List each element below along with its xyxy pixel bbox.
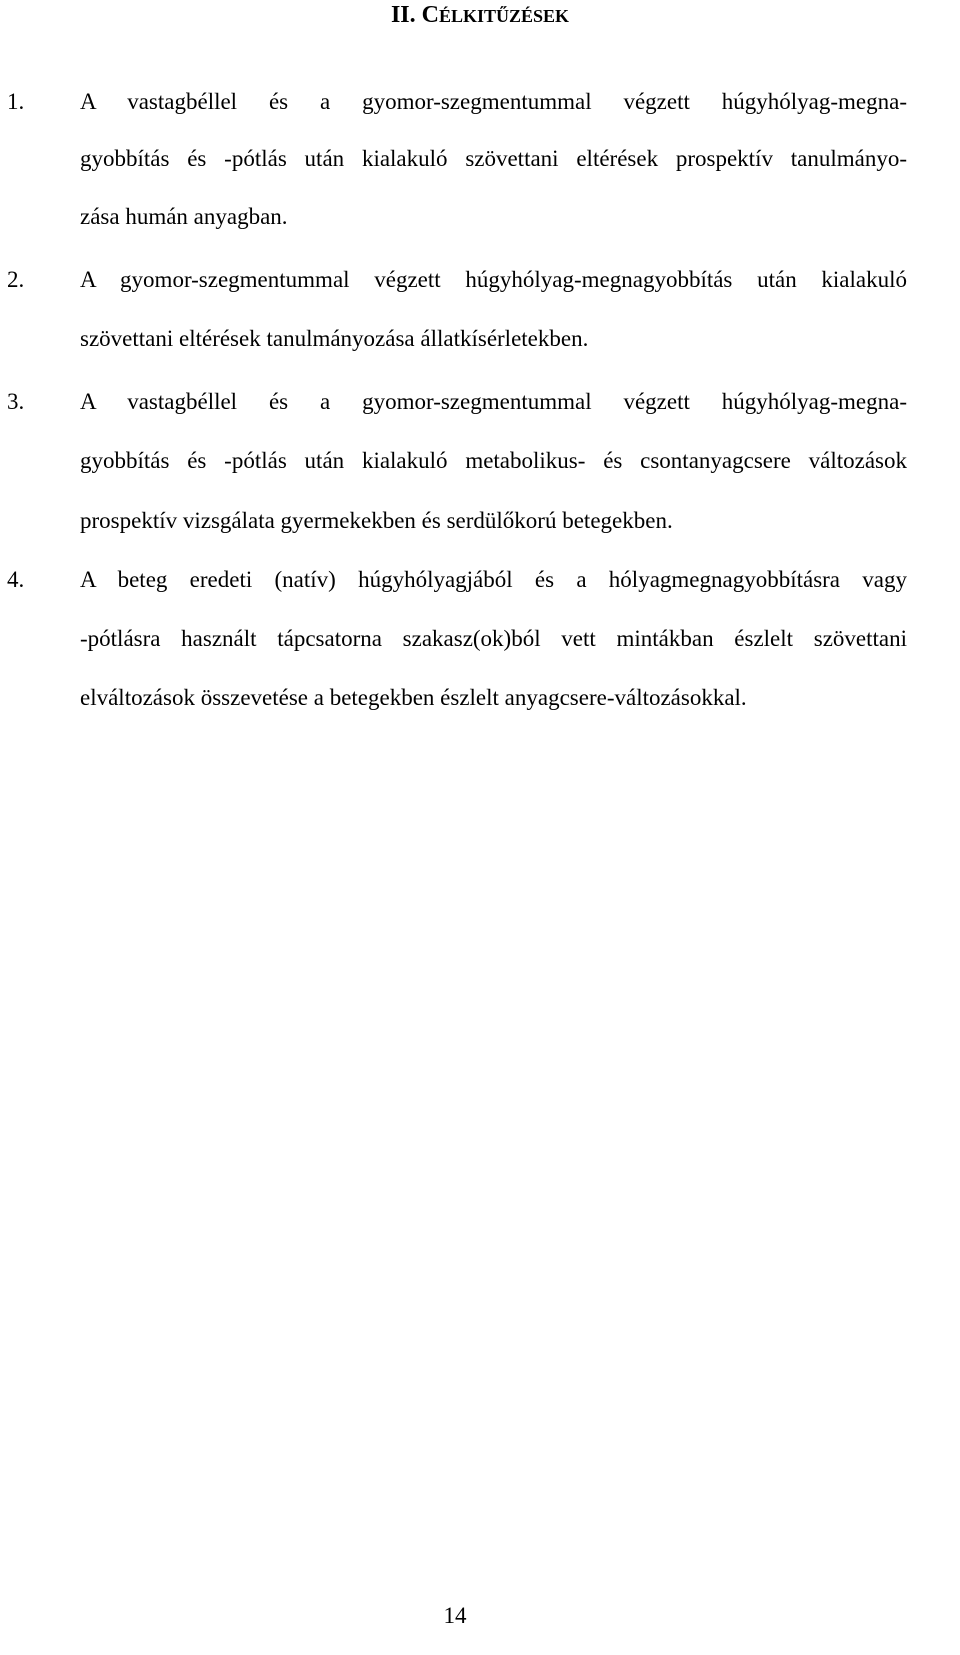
item-line: A vastagbéllel és a gyomor-szegmentummal végzett húgyhólyag-megna- [80,89,907,114]
item-number: 3. [7,389,25,414]
item-number: 1. [7,89,25,114]
item-line: gyobbítás és -pótlás után kialakuló metabolikus- és csontanyagcsere változások [80,448,907,473]
heading-smallcaps: ÉLKITŰZÉSEK [438,6,570,26]
item-line: A vastagbéllel és a gyomor-szegmentummal végzett húgyhólyag-megna- [80,389,907,414]
heading-prefix: II. C [390,2,439,28]
item-line: gyobbítás és -pótlás után kialakuló szövettani eltérések prospektív tanulmányo- [80,146,907,171]
item-line: -pótlásra használt tápcsatorna szakasz(ok)ból vett mintákban észlelt szövettani [80,626,907,651]
item-line: zása humán anyagban. [80,204,288,229]
page-number: 14 [443,1603,467,1628]
item-line: szövettani eltérések tanulmányozása állatkísérletekben. [80,326,589,351]
item-line: prospektív vizsgálata gyermekekben és serdülőkorú betegekben. [80,508,673,533]
section-heading [0,0,960,31]
item-number: 4. [7,567,25,592]
item-line: A gyomor-szegmentummal végzett húgyhólyag-megnagyobbítás után kialakuló [80,267,907,292]
item-line: A beteg eredeti (natív) húgyhólyagjából és a hólyagmegnagyobbításra vagy [80,567,907,592]
item-line: elváltozások összevetése a betegekben észlelt anyagcsere-változásokkal. [80,685,747,710]
item-number: 2. [7,267,25,292]
